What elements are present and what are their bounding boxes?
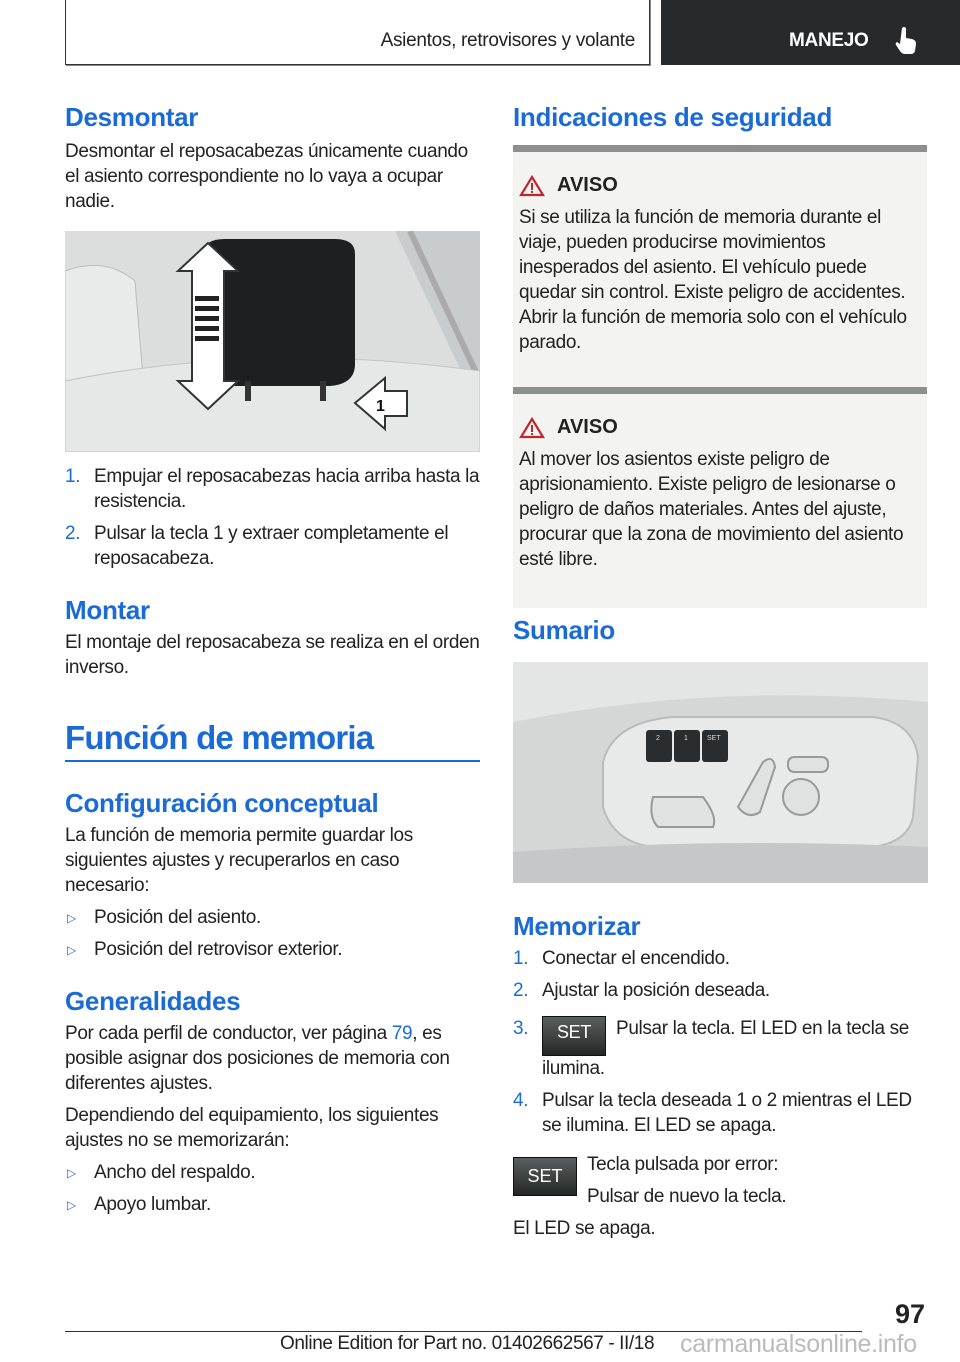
- headrest-removal-figure: [65, 231, 480, 452]
- step-number: 1.: [65, 466, 81, 487]
- step-item: [513, 946, 928, 971]
- heading-memorizar: Memorizar: [513, 911, 641, 941]
- set-key-icon: SET: [542, 1016, 606, 1056]
- bullet-text: Posición del asiento.: [94, 907, 261, 928]
- heading-desmontar: Desmontar: [65, 102, 199, 132]
- header-section-box: [65, 0, 650, 65]
- key-label: SET: [707, 735, 721, 742]
- bullet-text: Posición del retrovisor exterior.: [94, 939, 343, 960]
- page-number: 97: [895, 1299, 926, 1329]
- bullet-item: [65, 1192, 480, 1217]
- error-title: Tecla pulsada por error:: [587, 1154, 779, 1175]
- error-action: Pulsar de nuevo la tecla.: [587, 1186, 787, 1207]
- warning-title: [519, 416, 921, 439]
- triangle-bullet-icon: ▷: [67, 943, 76, 957]
- generalidades-text2: Dependiendo del equipamiento, los siguientes ajustes no se memorizarán:: [65, 1105, 439, 1151]
- heading-montar: Montar: [65, 595, 150, 625]
- montar-text: El montaje del reposacabeza se realiza en el orden inverso.: [65, 632, 480, 678]
- step-number: 4.: [513, 1090, 529, 1111]
- warning-box: [513, 387, 927, 608]
- warning-box: [513, 145, 927, 392]
- main-heading: Función de memoria: [65, 719, 374, 756]
- key-label: 1: [684, 735, 688, 742]
- bullet-item: [65, 937, 480, 962]
- warning-title: [519, 174, 921, 197]
- heading-sumario: Sumario: [513, 615, 615, 645]
- warning-text: Si se utiliza la función de memoria durante el viaje, pueden producirse movimientos inesperados del asiento. El vehículo puede quedar sin control. Existe peligro de accidentes. Abrir la función de memoria solo con el vehículo parado.: [519, 207, 907, 353]
- step-number: 1.: [513, 948, 529, 969]
- generalidades-text: [65, 1021, 480, 1096]
- chapter-tab[interactable]: [661, 0, 960, 65]
- warning-triangle-icon: [519, 417, 545, 439]
- heading-generalidades: Generalidades: [65, 986, 241, 1016]
- set-key-icon: SET: [513, 1157, 577, 1196]
- step-number: 3.: [513, 1018, 529, 1039]
- step-number: 2.: [513, 980, 529, 1001]
- footer-edition: Online Edition for Part no. 01402662567 - II/18: [280, 1333, 655, 1354]
- warning-triangle-icon: [519, 175, 545, 197]
- desmontar-text: Desmontar el reposacabezas únicamente cuando el asiento correspondiente no lo vaya a ocupar nadie.: [65, 141, 468, 212]
- step-text: Pulsar la tecla deseada 1 o 2 mientras el LED se ilumina. El LED se apaga.: [542, 1090, 912, 1136]
- seat-memory-controls-figure: [513, 662, 928, 883]
- bullet-text: Apoyo lumbar.: [94, 1194, 211, 1215]
- step-item: [513, 1088, 928, 1138]
- step-number: 2.: [65, 523, 81, 544]
- key-label: 2: [656, 735, 660, 742]
- pointing-hand-icon: [895, 26, 919, 54]
- bullet-text: Ancho del respaldo.: [94, 1162, 256, 1183]
- page-link[interactable]: 79: [391, 1023, 413, 1044]
- triangle-bullet-icon: ▷: [67, 911, 76, 925]
- bullet-item: [65, 1160, 480, 1185]
- step-item: [65, 464, 480, 514]
- bullet-item: [65, 905, 480, 930]
- config-text: La función de memoria permite guardar los siguientes ajustes y recuperarlos en caso necesario:: [65, 825, 413, 896]
- section-title: Asientos, retrovisores y volante: [380, 30, 635, 51]
- step-text: Ajustar la posición deseada.: [542, 980, 770, 1001]
- warning-title-text: AVISO: [557, 174, 618, 196]
- heading-seguridad: Indicaciones de seguridad: [513, 102, 833, 132]
- step-item: [513, 1016, 928, 1081]
- step-text: Pulsar la tecla 1 y extraer completamente el reposacabeza.: [94, 523, 449, 569]
- step-item: [513, 978, 928, 1003]
- warning-title-text: AVISO: [557, 416, 618, 438]
- step-text: Conectar el encendido.: [542, 948, 730, 969]
- step-text: Pulsar la tecla. El LED en la tecla se ilumina.: [542, 1018, 909, 1079]
- step-text: Empujar el reposacabezas hacia arriba hasta la resistencia.: [94, 466, 480, 512]
- figure-callout-1: 1: [376, 398, 385, 415]
- final-text: El LED se apaga.: [513, 1218, 656, 1239]
- heading-configuracion: Configuración conceptual: [65, 788, 379, 818]
- text-part: Por cada perfil de conductor, ver página: [65, 1023, 392, 1044]
- warning-text: Al mover los asientos existe peligro de aprisionamiento. Existe peligro de lesionarse o peligro de daños materiales. Antes del ajuste, procurar que la zona de movimiento del asiento esté libre.: [519, 449, 904, 570]
- triangle-bullet-icon: ▷: [67, 1166, 76, 1180]
- watermark: carmanualsonline.info: [680, 1330, 917, 1358]
- step-item: [65, 521, 480, 571]
- text-part: , es posible asignar dos posiciones de memoria con diferentes ajustes.: [65, 1023, 450, 1094]
- triangle-bullet-icon: ▷: [67, 1198, 76, 1212]
- chapter-tab-label: MANEJO: [789, 30, 869, 51]
